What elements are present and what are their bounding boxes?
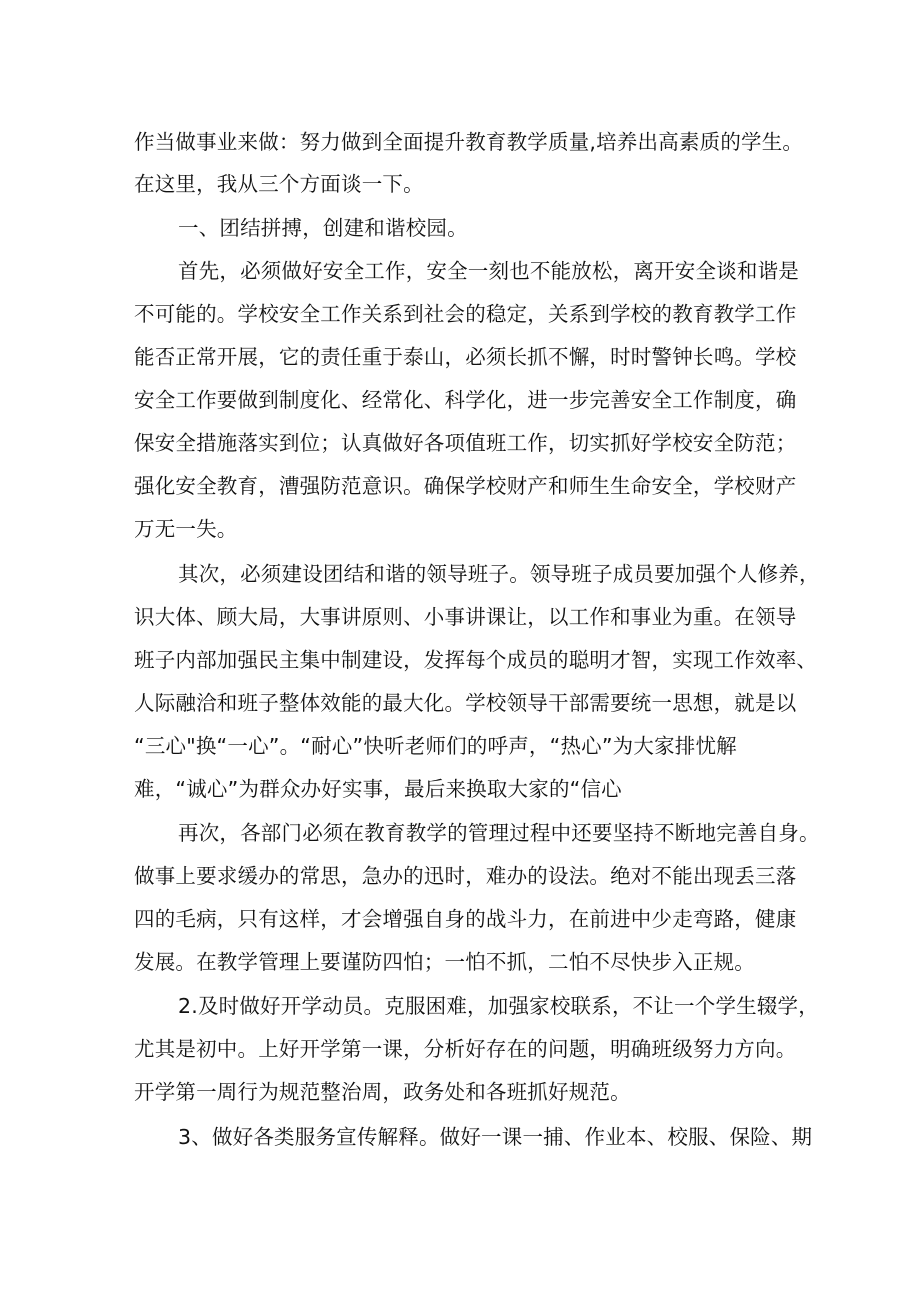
text-line: 安全工作要做到制度化、经常化、科学化，进一步完善安全工作制度，确 (134, 388, 797, 412)
text-line: 强化安全教育，漕强防范意识。确保学校财产和师生生命安全，学校财产 (134, 474, 797, 498)
text-line: 四的毛病，只有这样，才会增强自身的战斗力，在前进中少走弯路，健康 (134, 907, 797, 931)
text-line: 识大体、顾大局，大事讲原则、小事讲课让，以工作和事业为重。在领导 (134, 605, 797, 629)
text-line: 在这里，我从三个方面谈一下。 (134, 172, 424, 196)
section-heading: 一、团结拼搏，创建和谐校园。 (178, 216, 468, 240)
text-line: 不可能的。学校安全工作关系到社会的稳定，关系到学校的教育教学工作 (134, 302, 797, 326)
text-line: 能否正常开展，它的责任重于泰山，必须长抓不懈，时时警钟长鸣。学校 (134, 345, 797, 369)
text-line: “三心"换“一心”。“耐心”快听老师们的呼声，“热心”为大家排忧解 (134, 734, 737, 758)
text-line: 2.及时做好开学动员。克服困难，加强家校联系，不让一个学生辍学， (178, 994, 819, 1018)
text-line: 3、做好各类服务宣传解释。做好一课一捕、作业本、校服、保险、期 (178, 1125, 813, 1149)
text-line: 其次，必须建设团结和谐的领导班子。领导班子成员要加强个人修养， (178, 562, 820, 586)
text-line: 作当做事业来做：努力做到全面提升教育教学质量,培养出高素质的学生。 (134, 130, 804, 154)
text-line: 再次，各部门必须在教育教学的管理过程中还要坚持不断地完善自身。 (178, 821, 820, 845)
text-line: 人际融洽和班子整体效能的最大化。学校领导干部需要统一思想，就是以 (134, 691, 797, 715)
text-line: 保安全措施落实到位；认真做好各项值班工作，切实抓好学校安全防范； (134, 431, 797, 455)
text-line: 万无一失。 (134, 517, 238, 541)
text-line: 首先，必须做好安全工作，安全一刻也不能放松，离开安全谈和谐是 (178, 259, 799, 283)
text-line: 班子内部加强民主集中制建设，发挥每个成员的聪明才智，实现工作效率、 (134, 648, 818, 672)
text-line: 做事上要求缓办的常思，急办的迅时，难办的设法。绝对不能出现丢三落 (134, 864, 797, 888)
text-line: 尤其是初中。上好开学第一课，分析好存在的问题，明确班级努力方向。 (134, 1037, 797, 1061)
text-line: 难，“诚心”为群众办好实事，最后来换取大家的“信心 (134, 777, 622, 801)
text-line: 开学第一周行为规范整治周，政务处和各班抓好规范。 (134, 1080, 631, 1104)
text-line: 发展。在教学管理上要谨防四怕；一怕不抓，二怕不尽快步入正规。 (134, 950, 755, 974)
